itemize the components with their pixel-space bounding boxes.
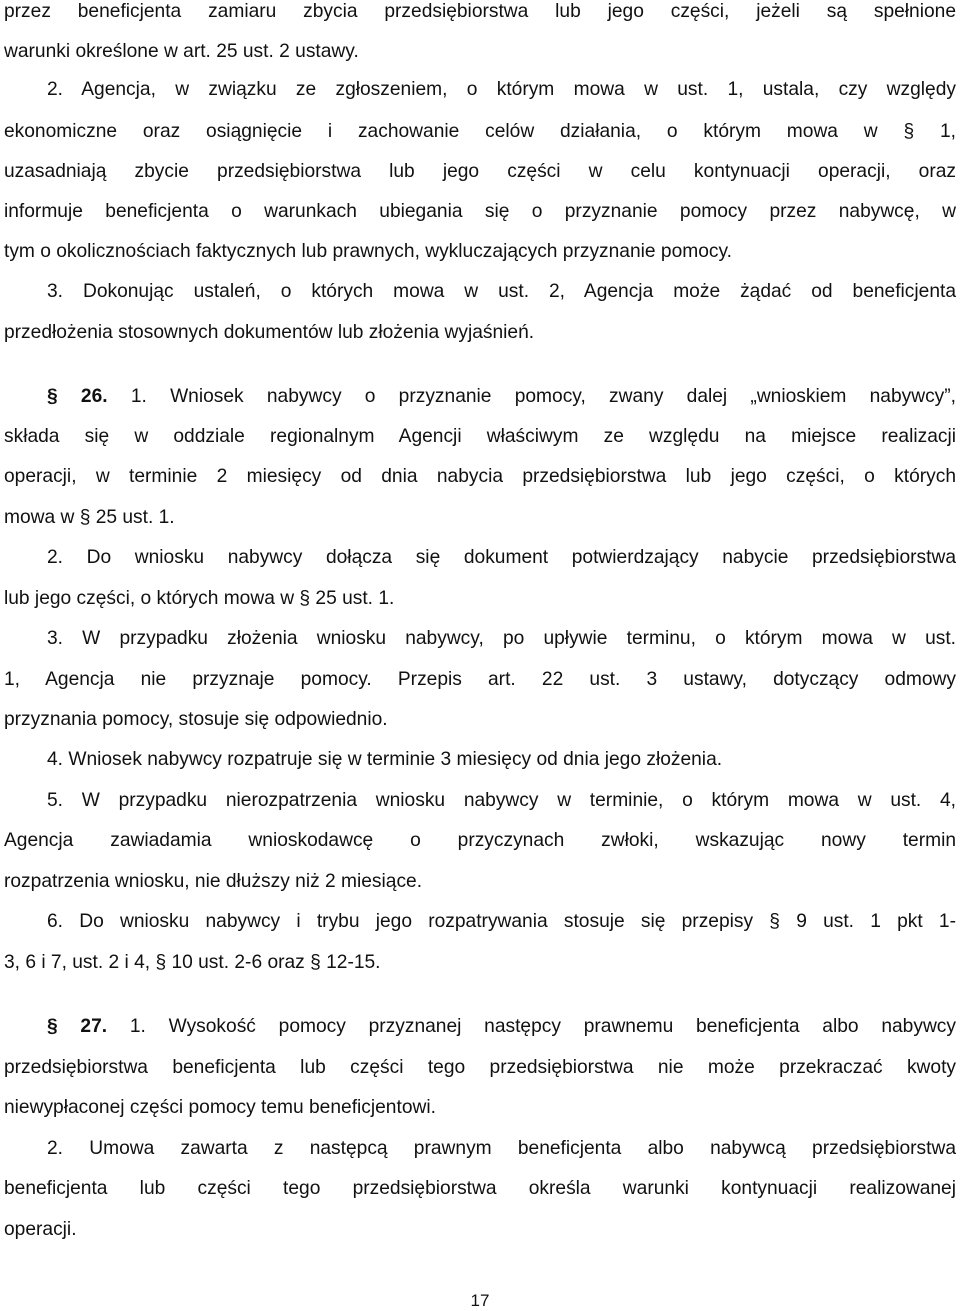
text-line: przyznania pomocy, stosuje się odpowiednio. — [4, 709, 388, 730]
text-line: 2. Agencja, w związku ze zgłoszeniem, o którym mowa w ust. 1, ustala, czy względy — [47, 79, 956, 100]
text-line: rozpatrzenia wniosku, nie dłuższy niż 2 miesiące. — [4, 871, 423, 892]
text-line: 3. Dokonując ustaleń, o których mowa w ust. 2, Agencja może żądać od beneficjenta — [47, 281, 956, 302]
text-line: 3, 6 i 7, ust. 2 i 4, § 10 ust. 2-6 oraz § 12-15. — [4, 952, 381, 973]
text-line: Agencja zawiadamia wnioskodawcę o przyczynach zwłoki, wskazując nowy termin — [4, 830, 956, 851]
text-line: operacji, w terminie 2 miesięcy od dnia nabycia przedsiębiorstwa lub jego części, o których — [4, 466, 956, 487]
text-line: lub jego części, o których mowa w § 25 ust. 1. — [4, 588, 395, 609]
page-number: 17 — [470, 1291, 490, 1310]
text-line: 1, Agencja nie przyznaje pomocy. Przepis art. 22 ust. 3 ustawy, dotyczący odmowy — [4, 669, 956, 690]
text-line: mowa w § 25 ust. 1. — [4, 507, 175, 528]
text-line: niewypłaconej części pomocy temu beneficjentowi. — [4, 1097, 436, 1118]
text-line: przedsiębiorstwa beneficjenta lub części tego przedsiębiorstwa nie może przekraczać kwoty — [4, 1057, 956, 1078]
paragraph-27-heading-line: § 27. 1. Wysokość pomocy przyznanej następcy prawnemu beneficjenta albo nabywcy — [47, 1016, 956, 1037]
text-line: przez beneficjenta zamiaru zbycia przedsiębiorstwa lub jego części, jeżeli są spełnione — [4, 1, 956, 22]
text-line: 2. Umowa zawarta z następcą prawnym beneficjenta albo nabywcą przedsiębiorstwa — [47, 1138, 956, 1159]
text-line: uzasadniają zbycie przedsiębiorstwa lub jego części w celu kontynuacji operacji, oraz — [4, 161, 956, 182]
text-line: 5. W przypadku nierozpatrzenia wniosku nabywcy w terminie, o którym mowa w ust. 4, — [47, 790, 956, 811]
text-line: ekonomiczne oraz osiągnięcie i zachowanie celów działania, o którym mowa w § 1, — [4, 121, 956, 142]
section-number: § 26. — [47, 386, 108, 407]
text-line: beneficjenta lub części tego przedsiębiorstwa określa warunki kontynuacji realizowanej — [4, 1178, 956, 1199]
paragraph-26-heading-line: § 26. 1. Wniosek nabywcy o przyznanie pomocy, zwany dalej „wnioskiem nabywcy”, — [47, 386, 956, 407]
text-line: operacji. — [4, 1219, 77, 1240]
text-line: warunki określone w art. 25 ust. 2 ustawy. — [4, 41, 359, 62]
text-line: przedłożenia stosownych dokumentów lub złożenia wyjaśnień. — [4, 322, 535, 343]
text-line: 6. Do wniosku nabywcy i trybu jego rozpatrywania stosuje się przepisy § 9 ust. 1 pkt 1- — [47, 911, 956, 932]
text-line: składa się w oddziale regionalnym Agencji właściwym ze względu na miejsce realizacji — [4, 426, 956, 447]
text-line: tym o okolicznościach faktycznych lub prawnych, wykluczających przyznanie pomocy. — [4, 241, 732, 262]
text-line: informuje beneficjenta o warunkach ubiegania się o przyznanie pomocy przez nabywcę, w — [4, 201, 956, 222]
text-line: 4. Wniosek nabywcy rozpatruje się w terminie 3 miesięcy od dnia jego złożenia. — [47, 749, 723, 770]
section-number: § 27. — [47, 1016, 108, 1037]
text-line: 2. Do wniosku nabywcy dołącza się dokument potwierdzający nabycie przedsiębiorstwa — [47, 547, 956, 568]
text-line: 3. W przypadku złożenia wniosku nabywcy, po upływie terminu, o którym mowa w ust. — [47, 628, 956, 649]
